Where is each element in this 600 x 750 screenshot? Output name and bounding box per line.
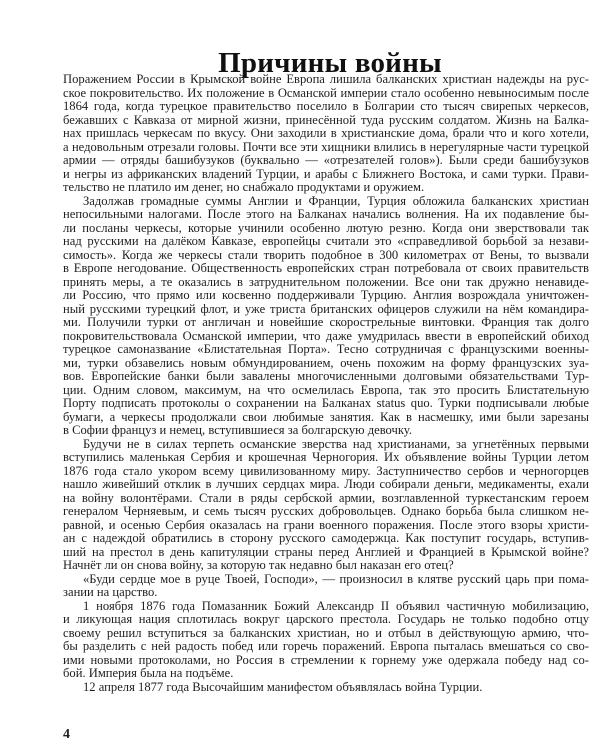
text-line: равной, и осенью Сербия оказалась на грани военного поражения. После этого взоры христи- bbox=[63, 517, 589, 532]
text-line: Будучи не в силах терпеть османские зверства над христианами, за угнетённых первыми bbox=[83, 436, 589, 451]
text-line: ли посланы черкесы, которые учинили особенно лютую резню. Когда они зверствовали так bbox=[63, 220, 589, 235]
text-line: генералом Черняевым, и семь тысяч русских добровольцев. Однако борьба была слишком не- bbox=[63, 504, 589, 518]
body-text bbox=[63, 73, 589, 694]
text-line: ми, турки обзавелись новым обмундированием, очень похожим на форму французских зуа- bbox=[63, 355, 589, 370]
text-line: 12 апреля 1877 года Высочайшим манифестом объявлялась война Турции. bbox=[83, 679, 483, 694]
text-line: в Европе негодование. Общественность европейских стран потребовала от своих правительств bbox=[63, 261, 589, 275]
text-line: турецкое самоназвание «Блистательная Порта». Тесно сотрудничая с французскими военны- bbox=[63, 342, 589, 356]
text-line: симость». Когда же черкесы стали творить подобное в 300 километрах от Вены, то вызвали bbox=[63, 247, 589, 262]
text-line: и ликующая нация сплотилась вокруг царского престола. Государь не только подобно отцу bbox=[63, 612, 589, 626]
text-line: покровительствовала Османской империи, что даже умудрилась ввести в европейский обиход bbox=[63, 328, 589, 343]
text-line: вступились маленькая Сербия и крошечная Черногория. Их объявление войны Турции летом bbox=[63, 450, 589, 464]
text-line: тельство не платило им денег, но снабжало продуктами и оружием. bbox=[63, 180, 425, 194]
text-line: ции. Одним словом, максимум, на что осмелилась Европа, так это просить Блистательную bbox=[63, 382, 589, 397]
text-line: армии — отряды башибузуков (буквально — «отрезателей голов»). Были среди башибузуков bbox=[63, 153, 589, 167]
text-line: непосильными налогами. После этого на Балканах начались волнения. На их подавление бы- bbox=[63, 207, 589, 221]
text-line: бумаги, а черкесы продолжали свои любимые занятия. Как в насмешку, ими были зарезаны bbox=[63, 409, 589, 424]
text-line: 1 ноября 1876 года Помазанник Божий Александр II объявил частичную мобилизацию, bbox=[83, 598, 589, 613]
text-line: 1864 года, когда турецкое правительство поселило в Болгарии сто тысяч свирепых черкесов, bbox=[63, 99, 589, 113]
text-line: 1876 года стало укором всему цивилизованному миру. Заступничество сербов и черногорцев bbox=[63, 463, 589, 478]
text-line: «Буди сердце мое в руце Твоей, Господи», — произносил в клятве русский царь при пома- bbox=[83, 571, 589, 586]
paragraph bbox=[63, 438, 589, 573]
page-number: 4 bbox=[63, 727, 70, 742]
text-line: Поражением России в Крымской войне Европа лишила балканских христиан надежды на рус- bbox=[63, 72, 589, 86]
text-line: бой. Империя была на подъёме. bbox=[63, 666, 234, 680]
text-line: Порту подписать протоколы о сохранении на Балканах status quo. Турки подписывали любые bbox=[63, 396, 589, 410]
text-line: над русскими на далёком Кавказе, европейцы считали это «справедливой борьбой за незави- bbox=[63, 234, 589, 248]
text-line: бежавших с Кавказа от мирной жизни, принесённой туда русским солдатом. Жизнь на Балка- bbox=[63, 112, 589, 127]
paragraph bbox=[63, 195, 589, 438]
text-line: ший на престол в день капитуляции страны перед Англией и Францией в Крымской войне? bbox=[63, 544, 589, 559]
text-line: зании на царство. bbox=[63, 585, 158, 599]
page-title: Причины войны bbox=[218, 47, 442, 80]
text-line: и негры из африканских владений Турции, и арабы с Ближнего Востока, и сами турки. Прави- bbox=[63, 166, 589, 181]
text-line: ское покровительство. Их положение в Османской империи стало особенно невыносимым после bbox=[63, 85, 589, 100]
text-line: в Софии француз и немец, вступившиеся за болгарскую девочку. bbox=[63, 423, 412, 437]
text-line: Задолжав громадные суммы Англии и Франции, Турция обложила балканских христиан bbox=[83, 193, 589, 208]
text-line: своему решил вступиться за балканских христиан, но и отбыл в действующую армию, что- bbox=[63, 625, 589, 640]
text-line: ими новыми протоколами, но Россия в стремлении к горнему уже одержала победу над со- bbox=[63, 652, 589, 667]
text-line: ный русскими турецкий флот, и уже триста британских офицеров служили на нём командира- bbox=[63, 301, 589, 316]
text-line: нашло живейший отклик в лучших сердцах мира. Люди собирали деньги, медикаменты, ехали bbox=[63, 477, 589, 491]
text-line: а недовольным отрезали головы. Почти все эти хищники влились в нерегулярные части турецкой bbox=[63, 139, 589, 154]
text-line: ли Россию, что прямо или косвенно поддерживали Турцию. Англия возрождала уничтожен- bbox=[63, 288, 589, 302]
text-line: Начнёт ли он снова войну, за которую так недавно был наказан его отец? bbox=[63, 558, 454, 572]
text-line: вов. Европейские банки были завалены многочисленными долговыми обязательствами Тур- bbox=[63, 369, 589, 383]
text-line: на войну волонтёрами. Стали в ряды сербской армии, возглавленной туркестанским героем bbox=[63, 490, 589, 505]
text-line: бы разделить с ней радость побед или горечь поражений. Европа пыталась вмешаться со сво- bbox=[63, 639, 589, 653]
paragraph bbox=[63, 73, 589, 195]
paragraph bbox=[63, 573, 589, 600]
text-line: нах пришлась черкесам по вкусу. Они заходили в христианские дома, брали что и кого хотели, bbox=[63, 126, 589, 140]
paragraph bbox=[63, 600, 589, 681]
paragraph bbox=[63, 681, 589, 695]
text-line: принять меры, а те оказались в затруднительном положении. Все они так дружно ненавиде- bbox=[63, 274, 589, 289]
text-line: ан с надеждой обратились в сторону русского самодержца. Как поступит государь, вступив- bbox=[63, 531, 589, 545]
text-line: ми. Получили турки от англичан и новейшие скорострельные винтовки. Франция так долго bbox=[63, 315, 589, 329]
